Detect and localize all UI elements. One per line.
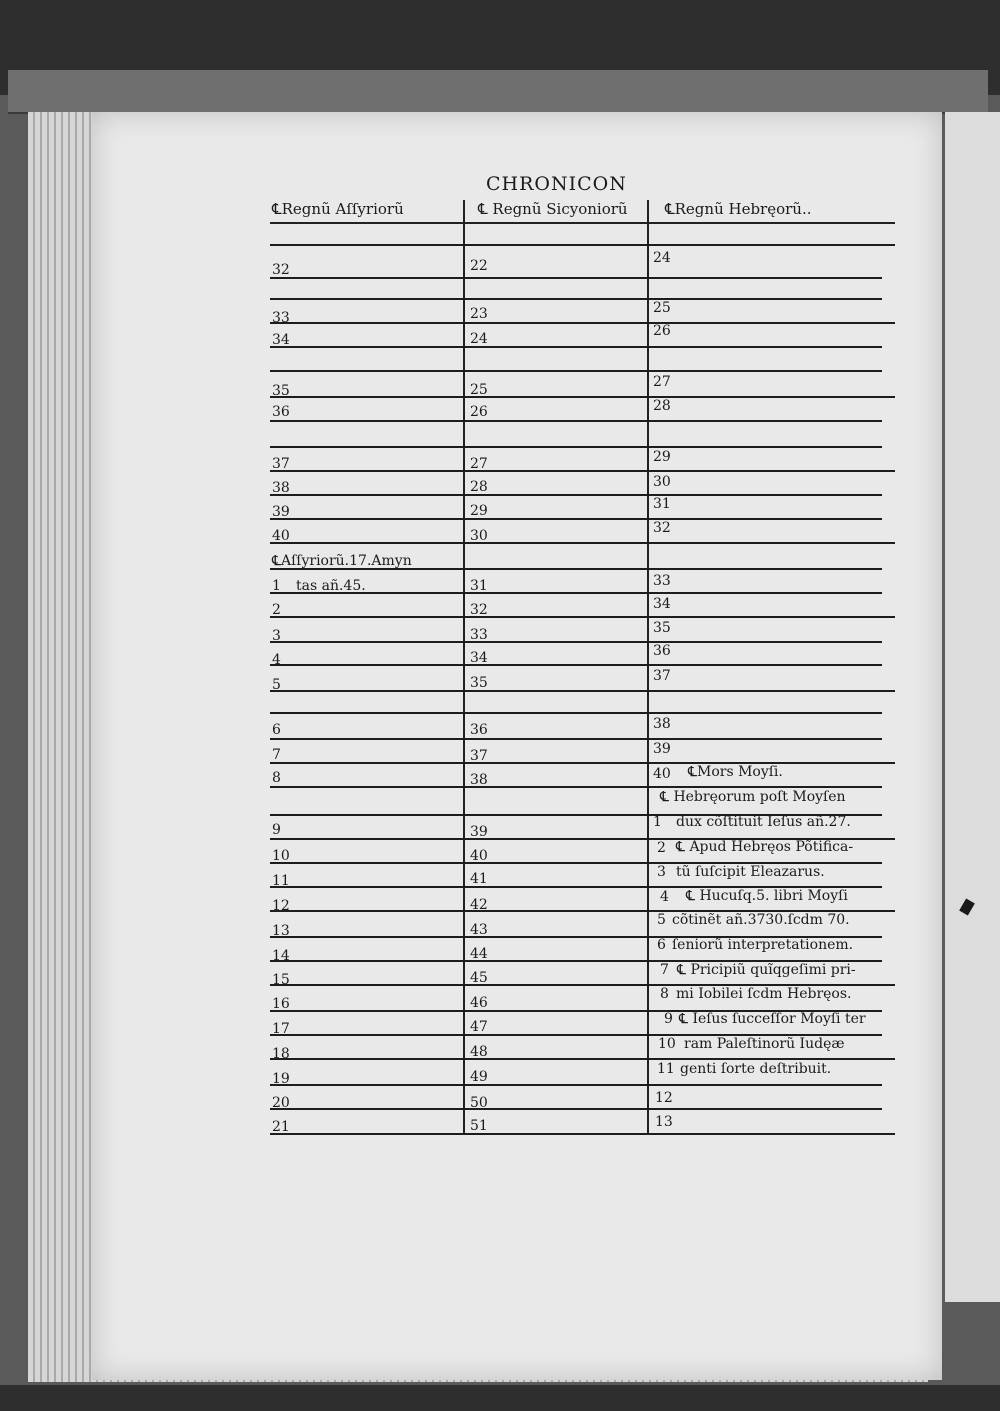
ruled-line xyxy=(270,664,882,666)
ruled-line xyxy=(270,298,882,300)
hebrew-year: 5 xyxy=(657,912,666,928)
hebrew-note: genti ſorte deſtribuit. xyxy=(680,1061,832,1077)
hebrew-year: 7 xyxy=(660,962,669,978)
assyrian-year: 36 xyxy=(272,404,290,420)
hebrew-year: 3 xyxy=(657,864,666,880)
hebrew-year: 2 xyxy=(657,840,666,856)
assyrian-note: tas añ.45. xyxy=(296,578,366,594)
assyrian-year: 14 xyxy=(272,948,290,964)
hebrew-note: cõtinẽt añ.3730.ſcdm 70. xyxy=(672,912,850,928)
hebrew-note: ℄ Pricipiũ quĩqgeſimi pri- xyxy=(677,962,856,978)
sicyonian-year: 48 xyxy=(470,1044,488,1060)
hebrew-year: 6 xyxy=(657,937,666,953)
sicyonian-year: 45 xyxy=(470,970,488,986)
assyrian-note: ℄Aſſyriorũ.17.Amyn xyxy=(272,553,412,569)
hebrew-year: 32 xyxy=(653,520,671,536)
sicyonian-year: 51 xyxy=(470,1118,488,1134)
hebrew-year: 36 xyxy=(653,643,671,659)
assyrian-year: 4 xyxy=(272,652,281,668)
column-header-sicyonians: ℄ Regnũ Sicyoniorũ xyxy=(478,200,628,218)
ruled-line xyxy=(270,690,895,692)
sicyonian-year: 31 xyxy=(470,578,488,594)
hebrew-year: 9 xyxy=(664,1011,673,1027)
hebrew-year: 4 xyxy=(660,889,669,905)
column-divider-1 xyxy=(463,200,465,1135)
hebrew-note: mi Iobilei ſcdm Hebręos. xyxy=(676,986,852,1002)
ruled-line xyxy=(270,1084,882,1086)
hebrew-year: 37 xyxy=(653,668,671,684)
column-header-hebrews: ℄Regnũ Hebręorũ.. xyxy=(665,200,812,218)
hebrew-note: ſeniorũ interpretationem. xyxy=(672,937,854,953)
ruled-line xyxy=(270,542,895,544)
assyrian-year: 15 xyxy=(272,972,290,988)
ruled-line xyxy=(270,370,882,372)
hebrew-year: 40 xyxy=(653,766,671,782)
book-page xyxy=(92,112,942,1380)
ruled-line xyxy=(270,518,882,520)
sicyonian-year: 47 xyxy=(470,1019,488,1035)
sicyonian-year: 29 xyxy=(470,503,488,519)
ruled-line xyxy=(270,786,882,788)
sicyonian-year: 32 xyxy=(470,602,488,618)
hebrew-year: 1 xyxy=(653,814,662,830)
facing-page-edge xyxy=(945,112,1000,1302)
hebrew-note: ℄ Hebręorum poſt Moyſen xyxy=(660,789,846,805)
assyrian-year: 12 xyxy=(272,898,290,914)
hebrew-year: 26 xyxy=(653,323,671,339)
hebrew-year: 13 xyxy=(655,1114,673,1130)
assyrian-year: 1 xyxy=(272,578,281,594)
sicyonian-year: 42 xyxy=(470,897,488,913)
ruled-line xyxy=(270,494,882,496)
hebrew-year: 24 xyxy=(653,250,671,266)
sicyonian-year: 50 xyxy=(470,1095,488,1111)
hebrew-note: tũ ſuſcipit Eleazarus. xyxy=(676,864,825,880)
sicyonian-year: 23 xyxy=(470,306,488,322)
hebrew-note: ram Paleſtinorũ Iudęæ xyxy=(684,1036,845,1052)
sicyonian-year: 28 xyxy=(470,479,488,495)
assyrian-year: 9 xyxy=(272,822,281,838)
assyrian-year: 21 xyxy=(272,1119,290,1135)
hebrew-year: 30 xyxy=(653,474,671,490)
ruled-line xyxy=(270,712,882,714)
assyrian-year: 16 xyxy=(272,996,290,1012)
ruled-line xyxy=(270,1133,895,1135)
sicyonian-year: 33 xyxy=(470,627,488,643)
sicyonian-year: 24 xyxy=(470,331,488,347)
assyrian-year: 38 xyxy=(272,480,290,496)
column-header-assyrians: ℄Regnũ Aſſyriorũ xyxy=(272,200,404,218)
assyrian-year: 39 xyxy=(272,504,290,520)
sicyonian-year: 43 xyxy=(470,922,488,938)
sicyonian-year: 30 xyxy=(470,528,488,544)
hebrew-year: 29 xyxy=(653,449,671,465)
hebrew-year: 35 xyxy=(653,620,671,636)
assyrian-year: 20 xyxy=(272,1095,290,1111)
hebrew-year: 25 xyxy=(653,300,671,316)
assyrian-year: 40 xyxy=(272,528,290,544)
sicyonian-year: 38 xyxy=(470,772,488,788)
ruled-line xyxy=(270,616,895,618)
column-divider-2 xyxy=(647,200,649,1135)
hebrew-year: 12 xyxy=(655,1090,673,1106)
header-rule xyxy=(270,222,895,224)
assyrian-year: 11 xyxy=(272,873,290,889)
sicyonian-year: 27 xyxy=(470,456,488,472)
assyrian-year: 32 xyxy=(272,262,290,278)
ruled-line xyxy=(270,244,895,246)
hebrew-year: 38 xyxy=(653,716,671,732)
assyrian-year: 13 xyxy=(272,923,290,939)
ruled-line xyxy=(270,641,882,643)
sicyonian-year: 22 xyxy=(470,258,488,274)
hebrew-note: ℄Mors Moyſi. xyxy=(688,764,783,780)
ruled-line xyxy=(270,446,882,448)
ruled-line xyxy=(270,420,882,422)
hebrew-note: ℄ Ieſus ſucceſſor Moyſi ter xyxy=(679,1011,866,1027)
ruled-line xyxy=(270,470,895,472)
hebrew-year: 10 xyxy=(658,1036,676,1052)
hebrew-year: 11 xyxy=(657,1061,675,1077)
hebrew-year: 39 xyxy=(653,741,671,757)
sicyonian-year: 49 xyxy=(470,1069,488,1085)
sicyonian-year: 41 xyxy=(470,871,488,887)
hebrew-year: 27 xyxy=(653,374,671,390)
ruled-line xyxy=(270,1108,882,1110)
assyrian-year: 33 xyxy=(272,310,290,326)
ruled-line xyxy=(270,762,895,764)
sicyonian-year: 46 xyxy=(470,995,488,1011)
assyrian-year: 8 xyxy=(272,770,281,786)
sicyonian-year: 36 xyxy=(470,722,488,738)
sicyonian-year: 26 xyxy=(470,404,488,420)
hebrew-note: ℄ Apud Hebręos Põtifica- xyxy=(676,839,854,855)
hebrew-note: dux cõſtituit Ieſus añ.27. xyxy=(676,814,851,830)
page-heading: CHRONICON xyxy=(486,173,627,195)
assyrian-year: 6 xyxy=(272,722,281,738)
assyrian-year: 10 xyxy=(272,848,290,864)
sicyonian-year: 44 xyxy=(470,946,488,962)
assyrian-year: 3 xyxy=(272,628,281,644)
ruled-line xyxy=(270,738,882,740)
hebrew-year: 33 xyxy=(653,573,671,589)
ruled-line xyxy=(270,322,895,324)
hebrew-year: 34 xyxy=(653,596,671,612)
sicyonian-year: 25 xyxy=(470,382,488,398)
sicyonian-year: 39 xyxy=(470,824,488,840)
assyrian-year: 19 xyxy=(272,1071,290,1087)
sicyonian-year: 35 xyxy=(470,675,488,691)
assyrian-year: 5 xyxy=(272,677,281,693)
sicyonian-year: 40 xyxy=(470,848,488,864)
sicyonian-year: 37 xyxy=(470,748,488,764)
ruled-line xyxy=(270,346,882,348)
assyrian-year: 18 xyxy=(272,1046,290,1062)
assyrian-year: 17 xyxy=(272,1021,290,1037)
ruled-line xyxy=(270,1058,895,1060)
hebrew-year: 28 xyxy=(653,398,671,414)
hebrew-year: 8 xyxy=(660,986,669,1002)
ruled-line xyxy=(270,277,882,279)
sicyonian-year: 34 xyxy=(470,650,488,666)
assyrian-year: 2 xyxy=(272,602,281,618)
assyrian-year: 7 xyxy=(272,747,281,763)
assyrian-year: 35 xyxy=(272,383,290,399)
assyrian-year: 34 xyxy=(272,332,290,348)
book-top-board xyxy=(8,70,988,114)
hebrew-note: ℄ Hucuſq.5. libri Moyſi xyxy=(686,888,848,904)
assyrian-year: 37 xyxy=(272,456,290,472)
hebrew-year: 31 xyxy=(653,496,671,512)
ruled-line xyxy=(270,396,895,398)
